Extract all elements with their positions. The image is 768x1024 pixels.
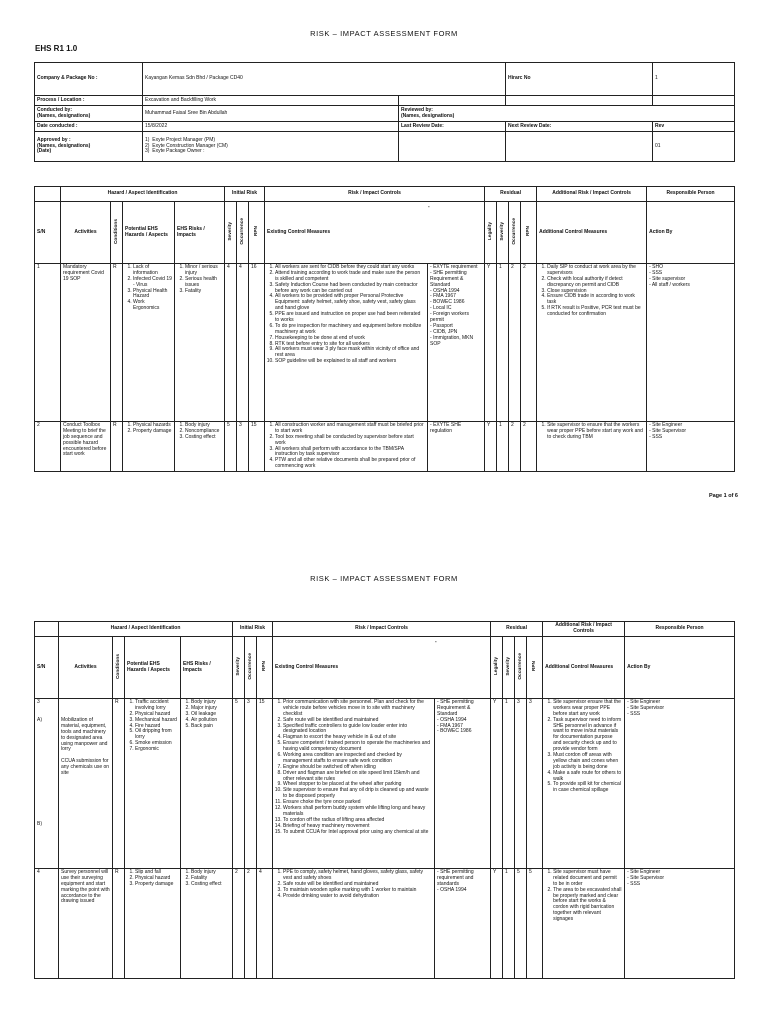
table-row: 3 A) B) Mobilization of material, equipment, tools and machinery to designated area using manpower and lorry CCUA submission for any chemicals use on site R 1. Traffic accident involving lorry 2. Physical hazard 3. Mechanical hazard 4. Fire hazard 5. Oil dripping from lorry 6. Smoke emission 7. Ergonomic 1. Body injury 2. Major injury 3. Oil leakage 4. Air pollution 5. Back pain 5 3 15 1. Prior communication with site personnel. Plan and check for the vehicle route before vehicles move in to site with machinery checklist 2. Safe route will be identified and maintained 3. Specified traffic controllers to guide low loader enter into designated location 4. Flagman to escort the heavy vehicle in & out of site 5. Ensure competent / trained person to operate the machineries and having valid competency document 6. Working area condition are inspected and checked by management staffs to ensure safe work condition 7. Engine should be switched off when idling 8. Driver and flagman are briefed on site speed limit 15km/h and other relevant site rules 9. Wheel stopper to be placed at the wheel after parking 10. Site supervisor to ensure that any oil drip is cleaned up and waste to be disposed properly 11. Ensure choke the tyre once parked 12. Workers shall perform buddy system while lifting long and heavy materials 13. To cordon off the radius of lifting area affected 14. Briefing of heavy machinery movement 15. To submit CCUA for Intel approval prior using any chemical at site - SHE permitting Requirement & Standard - OSHA 1994 - FMA 1967 - BOWEC 1986 Y 1 3 3 1. Site supervisor ensure that the workers wear proper PPE before start any work 2. Task supervisor need to inform SHE personnel in advance if want to move in/out materials for documentation purpose and security check up and to provide vendor form 3. Must cordon off areas with yellow chain and cones when job activity is being done 4. Make a safe route for others to walk 5. To provide spill kit for chemical in case chemical spillage - Site Engineer - Site Supervisor - SSS	[35, 699, 735, 869]
doc-code: EHS R1 1.0	[35, 44, 78, 53]
hdr-additional: Additional Control Measures	[537, 202, 647, 264]
hdr-additional-group-p2: Additional Risk / Impact Controls	[543, 622, 625, 637]
hdr-potential: Potential EHS Hazards / Aspects	[123, 202, 175, 264]
hdr-ehs-risks: EHS Risks / Impacts	[175, 202, 225, 264]
hdr-r-severity: Severity	[497, 202, 509, 264]
table-row: 1 Mandatory requirement Covid 19 SOP R 1. Lack of information 2. Infected Covid 19 - Virus 3. Physical Health Hazard 4. Work Ergonomics 1. Minor / serious injury 2. Serious health issues 3. Fatality 4 4 16 1. All workers are sent for CIDB before they could start any works 2. Attend training according to work trade and make sure the person is skilled and competent 3. Safety Induction Course had been conducted by main contractor before any work can be carried out 4. All workers to be provided with proper Personal Protective Equipment: safety helmet, safety shoe, safety vest, safety glass and hand glove 5. PPE are issued and instruction on proper use had been reiterated to works 6. To do pre inspection for machinery and equipment before mobilize machinery at work 7. Housekeeping to be done at end of work 8. RTK test before entry to site for all workers 9. All workers must wear 3 ply face mask within vicinity of office and rest area 10. SOP guideline will be explained to all staff and workers - EXYTE requirement - SHE permitting Requirement & Standard - OSHA 1994 - FMA 1967 - BOWEC 1986 - Local IC - Foreign workers permit - Passport - CIDB, JPN - Immigration, MKN SOP Y 1 2 2 1. Daily SIP to conduct at work area by the supervisors 2. Check with local authority if detect discrepancy on permit and CIDB 3. Close supervision 4. Ensure CIDB trade in according to work task 5. If RTK result is Positive, PCR test must be conducted for confirmation - SHO - SSS - Site supervisor - All staff / workers	[35, 264, 735, 422]
hdr-initial-risk: Initial Risk	[225, 187, 265, 202]
hdr-activities: Activities	[61, 202, 111, 264]
approved-label: Approved by : (Names, designations) (Date)	[35, 132, 143, 162]
hdr-existing: Existing Control Measures -	[265, 202, 485, 264]
page-2	[0, 505, 768, 1024]
hdr-r-occurrence: Occurrence	[509, 202, 521, 264]
reviewed-label: Reviewed by: (Names, designations)	[399, 106, 735, 122]
date-label: Date conducted :	[35, 122, 143, 132]
hdr-conditions: Conditions	[111, 202, 123, 264]
hdr-responsible: Responsible Person	[647, 187, 735, 202]
form-title-p2: RISK – IMPACT ASSESSMENT FORM	[310, 574, 458, 583]
hdr-blank	[35, 187, 61, 202]
info-table	[34, 62, 735, 162]
conducted-label: Conducted by: (Names, designations)	[35, 106, 143, 122]
hdr-sn-p2: S/N	[35, 637, 59, 699]
hdr-legality: Legality	[485, 202, 497, 264]
date-value: 15/8/2022	[143, 122, 399, 132]
form-title: RISK – IMPACT ASSESSMENT FORM	[310, 29, 458, 38]
hdr-residual: Residual	[485, 187, 537, 202]
hdr-additional-group: Additional Risk / Impact Controls	[537, 187, 647, 202]
table-row: 4 Survey personnel will use their surveying equipment and start marking the point with accordance to the drawing issued R 1. Slip and fall 2. Physical hazard 3. Property damage 1. Body injury 2. Fatality 3. Costing effect 2 2 4 1. PPE to comply, safety helmet, hand gloves, safety glass, safety vest and safety shoes 2. Safe route will be identified and maintained 3. To maintain wooden spike marking with 1 worker to maintain 4. Provide drinking water to avoid dehydration - SHE permitting requirement and standards - OSHA 1994 Y 1 5 5 1. Site supervisor must have related document and permit to be in order 2. The area to be excavated shall be properly marked and clear before start the works & cordon with rigid barrication together with relevant signages - Site Engineer - Site Supervisor - SSS	[35, 869, 735, 979]
hdr-additional-p2: Additional Control Measures	[543, 637, 625, 699]
hdr-rpn: RPN	[249, 202, 265, 264]
hdr-responsible-p2: Responsible Person	[625, 622, 735, 637]
hdr-action-by-p2: Action By	[625, 637, 735, 699]
hdr-hazard-group: Hazard / Aspect Identification	[61, 187, 225, 202]
next-review-label: Next Review Date:	[506, 122, 653, 132]
hdr-risk-controls-p2: Risk / Impact Controls	[273, 622, 491, 637]
conducted-value: Muhammad Faisal Sree Bin Abdullah	[143, 106, 399, 122]
rev-label: Rev	[653, 122, 735, 132]
hdr-residual-p2: Residual	[491, 622, 543, 637]
hdr-action-by: Action By	[647, 202, 735, 264]
page-number: Page 1 of 6	[708, 493, 738, 499]
hdr-existing-p2: Existing Control Measures -	[273, 637, 491, 699]
process-label: Process / Location :	[35, 96, 143, 106]
process-value: Excavation and Backfilling Work	[143, 96, 399, 106]
hdr-ehs-risks-p2: EHS Risks / Impacts	[181, 637, 233, 699]
hdr-sn: S/N	[35, 202, 61, 264]
hdr-potential-p2: Potential EHS Hazards / Aspects	[125, 637, 181, 699]
hdr-occurrence: Occurrence	[237, 202, 249, 264]
company-label: Company & Package No :	[35, 63, 143, 96]
company-value: Kayangan Kemas Sdn Bhd / Package CD40	[143, 63, 506, 96]
risk-table-p2: Hazard / Aspect Identification Initial Risk Risk / Impact Controls Residual Additional Risk / Impact Controls Responsible Person S/N Activities Conditions Potential EHS Hazards / Aspects EHS Risks / Impacts Severity Occurrence RPN Existing Control Measures - Legality Severity Occurrence RPN Additional Control Measures Action By 3 A) B) Mobilization of material, equipment, tools and machinery to designated area using manpower and lorry CCUA submission for any chemicals use on site R 1. Traffic accident involving lorry 2. Physical hazard 3. Mechanical hazard 4. Fire hazard 5. Oil dripping from lorry 6. Smoke emission 7. Ergonomic 1. Body injury 2. Major injury 3. Oil leakage 4. Air pollution 5. Back pain 5 3 15 1. Prior communication with site personnel. Plan and check for the vehicle route before vehicles move in to site with machinery checklist 2. Safe route will be identified and maintained 3. Specified traffic controllers to guide low loader enter into designated location 4. Flagman to escort the heavy vehicle in & out of site 5. Ensure competent / trained person to operate the machineries and having valid competency document 6. Working area condition are inspected and checked by management staffs to ensure safe work condition 7. Engine should be switched off when idling 8. Driver and flagman are briefed on site speed limit 15km/h and other relevant site rules 9. Wheel stopper to be placed at the wheel after parking 10. Site supervisor to ensure that any oil drip is cleaned up and waste to be disposed properly 11. Ensure choke the tyre once parked 12. Workers shall perform buddy system while lifting long and heavy materials 13. To cordon off the radius of lifting area affected 14. Briefing of heavy machinery movement 15. To submit CCUA for Intel approval prior using any chemical at site - SHE permitting Requirement & Standard - OSHA 1994 - FMA 1967 - BOWEC 1986 Y 1 3 3 1. Site supervisor ensure that the workers wear proper PPE before start any work 2. Task supervisor need to inform SHE personnel in advance if want to move in/out materials for documentation purpose and security check up and to provide vendor form 3. Must cordon off areas with yellow chain and cones when job activity is being done 4. Make a safe route for others to walk 5. To provide spill kit for chemical in case chemical spillage - Site Engineer - Site Supervisor - SSS 4 Survey personnel will use their surveying equipment and start marking the point with accordance to the drawing issued R 1. Slip and fall 2. Physical hazard 3. Property damage 1. Body injury 2. Fatality 3. Costing effect 2 2 4 1. PPE to comply, safety helmet, hand gloves, safety glass, safety vest and safety shoes 2. Safe route will be identified and maintained 3. To maintain wooden spike marking with 1 worker to maintain 4. Provide drinking water to avoid dehydration - SHE permitting requirement and standards - OSHA 1994 Y 1 5 5 1. Site supervisor must have related document and permit to be in order 2. The area to be excavated shall be properly marked and clear before start the works & cordon with rigid barrication together with relevant signages - Site Engineer - Site Supervisor - SSS	[34, 621, 735, 979]
risk-table-p1	[34, 186, 735, 472]
page-1	[0, 0, 768, 505]
hdr-hazard-group-p2: Hazard / Aspect Identification	[59, 622, 233, 637]
hdr-initial-risk-p2: Initial Risk	[233, 622, 273, 637]
hdr-risk-controls: Risk / Impact Controls	[265, 187, 485, 202]
hdr-activities-p2: Activities	[59, 637, 113, 699]
table-row: 2 Conduct Toolbox Meeting to brief the job sequence and possible hazard encountered before start work R 1. Physical hazards 2. Property damage 1. Body injury 2. Noncompliance 3. Costing effect 5 3 15 1. All construction worker and management staff must be briefed prior to start work 2. Tool box meeting shall be conducted by supervisor before start work 3. All workers shall perform with accordance to the TBM/SPA instruction by task supervisor 4. PTW and all other relative documents shall be prepared prior of commencing work - EXYTE SHE regulation Y 1 2 2 1. Site supervisor to ensure that the workers wear proper PPE before start any work and to check during TBM - Site Engineer - Site Supervisor - SSS	[35, 422, 735, 472]
hdr-severity: Severity	[225, 202, 237, 264]
hirarc-label: Hirarc No	[506, 63, 653, 96]
hirarc-value: 1	[653, 63, 735, 96]
approved-list: 1) Exyte Project Manager (PM) 2) Exyte Construction Manager (CM) 3) Exyte Package Owner :	[143, 132, 399, 162]
rev-value: 01	[653, 132, 735, 162]
last-review-label: Last Review Date:	[399, 122, 506, 132]
hdr-r-rpn: RPN	[521, 202, 537, 264]
